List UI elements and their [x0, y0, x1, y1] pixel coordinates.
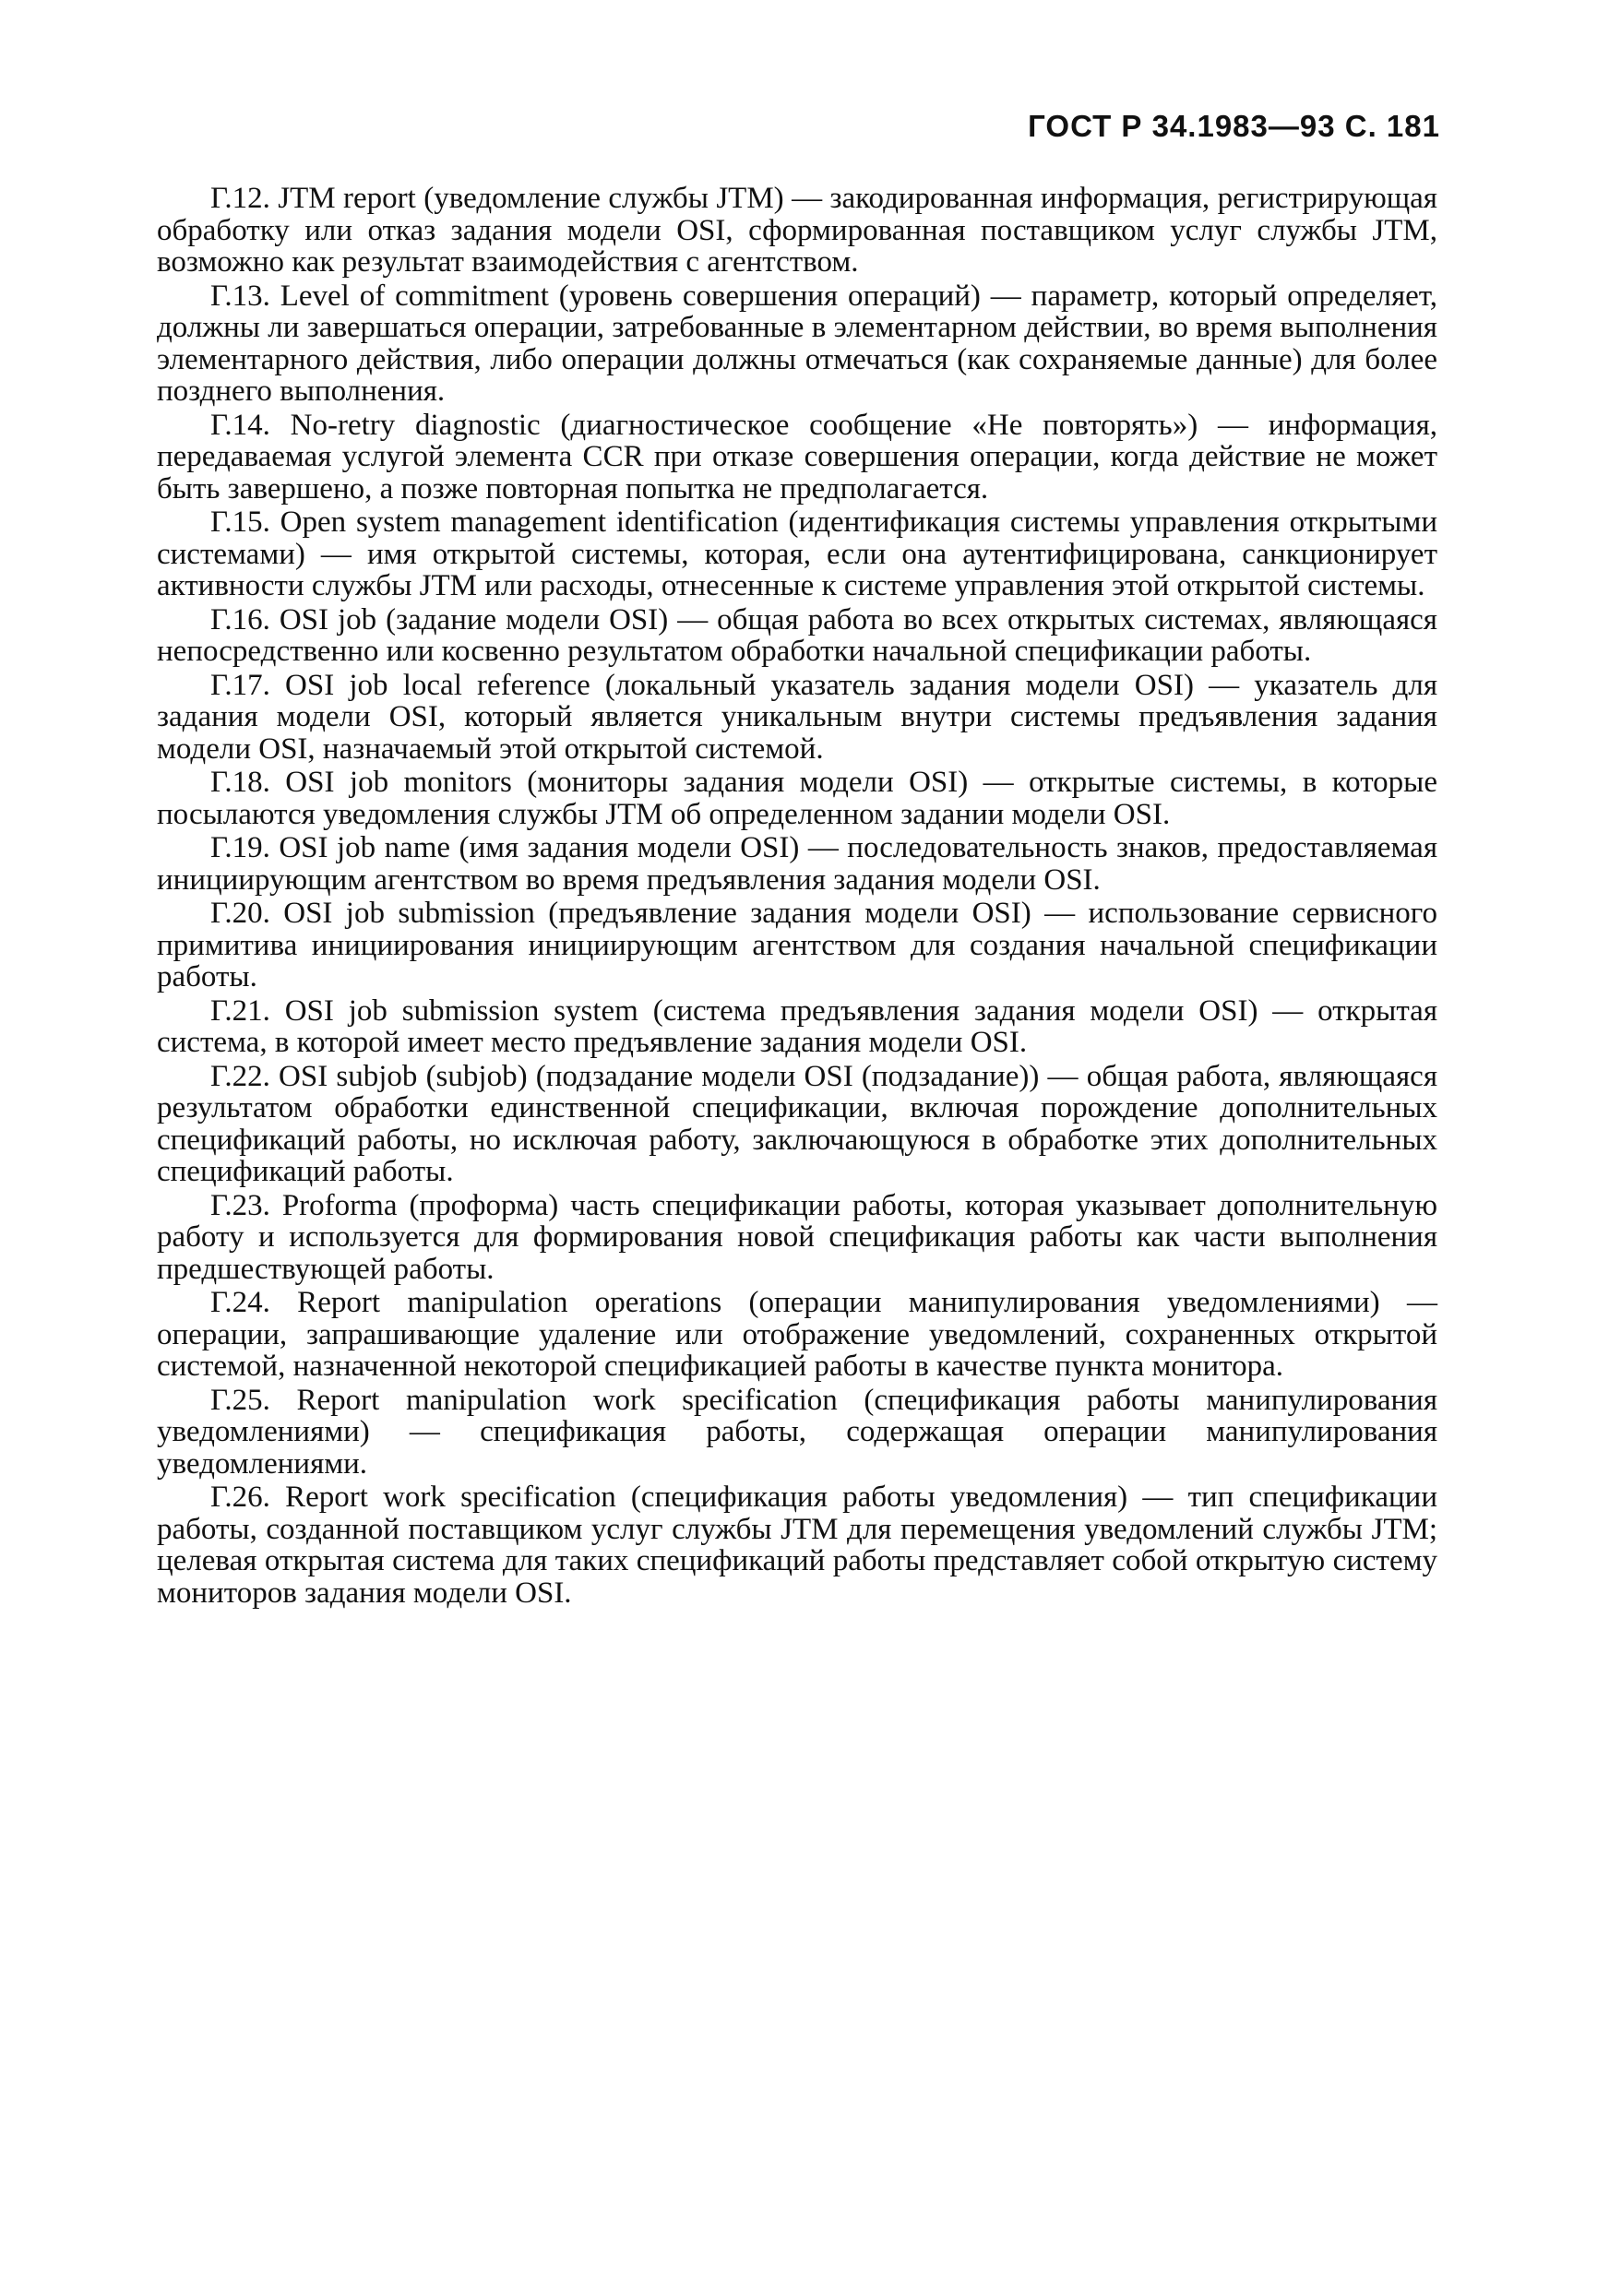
document-body [157, 183, 1437, 1611]
term-g26: Г.26. Report work specification (спецификация работы уведомления) — тип спецификации работы, созданной поставщиком услуг службы JTM для перемещения уведомлений службы JTM; целевая открытая система для таких спецификаций работы представляет собой открытую систему мониторов задания модели OSI. [157, 1481, 1437, 1610]
term-g22: Г.22. OSI subjob (subjob) (подзадание модели OSI (подзадание)) — общая работа, являющаяся результатом обработки единственной спецификации, включая порождение дополнительных спецификаций работы, но исключая работу, заключающуюся в обработке этих дополнительных спецификаций работы. [157, 1059, 1437, 1188]
term-g14: Г.14. No-retry diagnostic (диагностическое сообщение «Не повторять») — информация, передаваемая услугой элемента CCR при отказе совершения операции, когда действие не может быть завершено, а позже повторная попытка не предполагается. [157, 408, 1437, 506]
term-g25: Г.25. Report manipulation work specification (спецификация работы манипулирования уведомлениями) — спецификация работы, содержащая операции манипулирования уведомлениями. [157, 1383, 1437, 1481]
page-header: ГОСТ Р 34.1983—93 С. 181 [1028, 109, 1440, 143]
term-g20: Г.20. OSI job submission (предъявление задания модели OSI) — использование сервисного примитива инициирования инициирующим агентством для создания начальной спецификации работы. [157, 897, 1437, 993]
term-g12: Г.12. JTM report (уведомление службы JTM) — закодированная информация, регистрирующая обработку или отказ задания модели OSI, сформированная поставщиком услуг службы JTM, возможно как результат взаимодействия с агентством. [157, 182, 1437, 279]
term-g18: Г.18. OSI job monitors (мониторы задания модели OSI) — открытые системы, в которые посылаются уведомления службы JTM об определенном задании модели OSI. [157, 766, 1437, 831]
term-g17: Г.17. OSI job local reference (локальный указатель задания модели OSI) — указатель для задания модели OSI, который является уникальным внутри системы предъявления задания модели OSI, назначаемый этой открытой системой. [157, 668, 1437, 766]
term-g19: Г.19. OSI job name (имя задания модели OSI) — последовательность знаков, предоставляемая инициирующим агентством во время предъявления задания модели OSI. [157, 831, 1437, 897]
term-g15: Г.15. Open system management identification (идентификация системы управления открытыми системами) — имя открытой системы, которая, если она аутентифицирована, санкционирует активности службы JTM или расходы, отнесенные к системе управления этой открытой системы. [157, 506, 1437, 602]
term-g13: Г.13. Level of commitment (уровень совершения операций) — параметр, который определяет, должны ли завершаться операции, затребованные в элементарном действии, во время выполнения элементарного действия, либо операции должны отмечаться (как сохраняемые данные) для более позднего выполнения. [157, 279, 1437, 408]
term-g16: Г.16. OSI job (задание модели OSI) — общая работа во всех открытых системах, являющаяся непосредственно или косвенно результатом обработки начальной спецификации работы. [157, 602, 1437, 668]
term-g23: Г.23. Proforma (проформа) часть спецификации работы, которая указывает дополнительную работу и используется для формирования новой спецификация работы как части выполнения предшествующей работы. [157, 1188, 1437, 1286]
term-g21: Г.21. OSI job submission system (система предъявления задания модели OSI) — открытая система, в которой имеет место предъявление задания модели OSI. [157, 993, 1437, 1059]
term-g24: Г.24. Report manipulation operations (операции манипулирования уведомлениями) — операции, запрашивающие удаление или отображение уведомлений, сохраненных открытой системой, назначенной некоторой спецификацией работы в качестве пункта монитора. [157, 1286, 1437, 1383]
